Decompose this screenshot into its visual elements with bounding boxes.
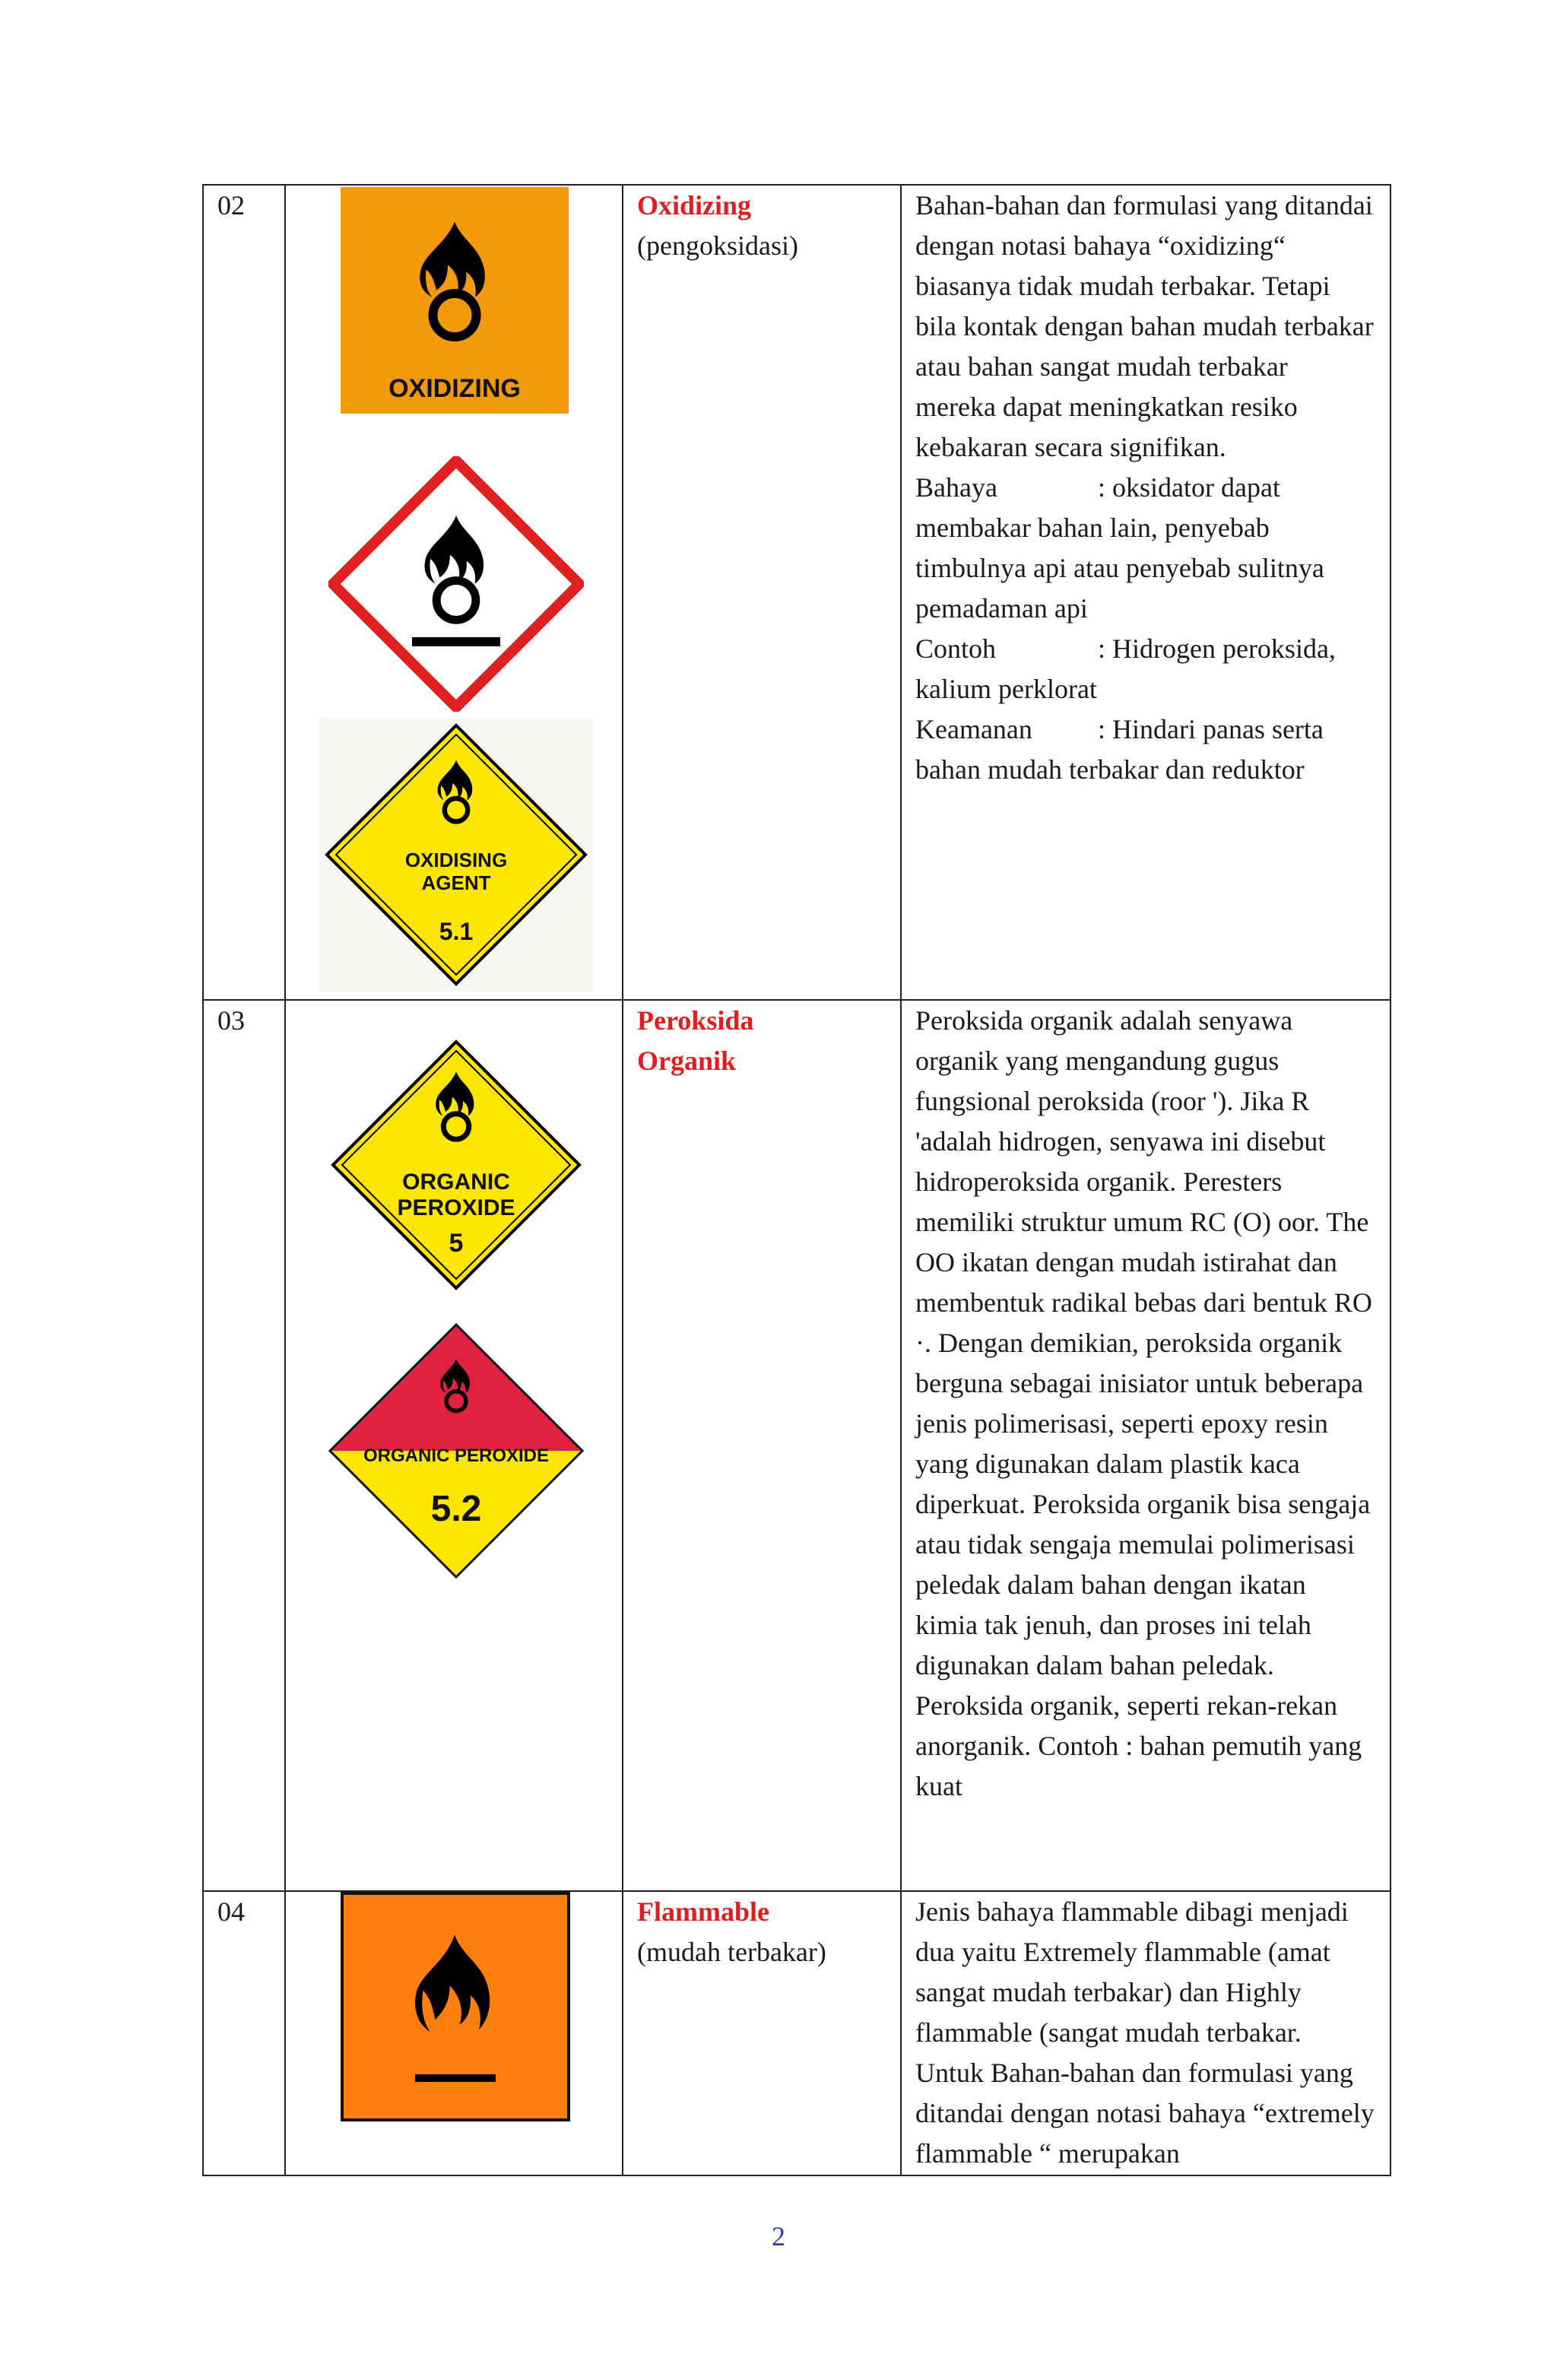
row-number: 04: [203, 1891, 285, 2175]
description-paragraph: Bahan-bahan dan formulasi yang ditandai dengan notasi bahaya “oxidizing“ biasanya tidak mudah terbakar. Tetapi bila kontak dengan bahan mudah terbakar atau bahan sangat mudah terbakar mereka dapat meningkatkan resiko kebakaran secara signifikan.: [915, 190, 1374, 462]
hazard-name-id: (pengoksidasi): [637, 230, 798, 261]
hazard-name-en: Flammable: [637, 1896, 769, 1927]
organic-peroxide-red-yellow-diamond-icon: [325, 1320, 587, 1582]
hazard-name-cell: [623, 185, 901, 1000]
class-label: 5: [449, 1229, 464, 1258]
hazard-name-en: Oxidizing: [637, 190, 752, 221]
organic-peroxide-label: ORGANIC PEROXIDE: [363, 1445, 550, 1466]
table-row: [203, 1000, 1391, 1891]
page-number: 2: [772, 2221, 785, 2251]
agent-label: AGENT: [421, 871, 491, 894]
table-row: [203, 185, 1391, 1000]
class-label: 5.1: [439, 918, 474, 945]
oxidising-agent-yellow-diamond-icon: [319, 718, 593, 992]
hazard-description-cell: [901, 1891, 1391, 2175]
peroxide-label: PEROXIDE: [397, 1195, 515, 1220]
organic-label: ORGANIC: [402, 1169, 510, 1195]
hazard-description-cell: [901, 185, 1391, 1000]
organic-peroxide-yellow-diamond-icon: [328, 1037, 584, 1293]
class-label: 5.2: [430, 1489, 482, 1529]
description-paragraph: Peroksida organik adalah senyawa organik yang mengandung gugus fungsional peroksida (roor '). Jika R 'adalah hidrogen, senyawa ini disebut hidroperoksida organik. Peresters memiliki struktur umum RC (O) oor. The OO ikatan dengan mudah istirahat dan membentuk radikal bebas dari bentuk RO ·. Dengan demikian, peroksida organik berguna sebagai inisiator untuk beberapa jenis polimerisasi, seperti epoxy resin yang digunakan dalam plastik kaca diperkuat. Peroksida organik bisa sengaja atau tidak sengaja memulai polimerisasi peledak dalam bahan dengan ikatan kimia tak jenuh, dan proses ini telah digunakan dalam bahan peledak. Peroksida organik, seperti rekan-rekan anorganik. Contoh : bahan pemutih yang kuat: [915, 1005, 1372, 1801]
description-paragraph: Jenis bahaya flammable dibagi menjadi dua yaitu Extremely flammable (amat sangat mudah terbakar) dan Highly flammable (sangat mudah terbakar. Untuk Bahan-bahan dan formulasi yang ditandai dengan notasi bahaya “extremely flammable “ merupakan: [915, 1896, 1375, 2169]
symbol-cell: [285, 1891, 623, 2175]
oxidising-label: OXIDISING: [404, 849, 508, 871]
keamanan-line: Keamanan : Hindari panas serta bahan mudah terbakar dan reduktor: [915, 714, 1324, 785]
bahaya-line: Bahaya : oksidator dapat membakar bahan lain, penyebab timbulnya api atau penyebab sulitnya pemadaman api: [915, 472, 1324, 624]
row-number: 02: [203, 185, 285, 1000]
flammable-orange-square-icon: [341, 1892, 570, 2121]
hazard-description-cell: [901, 1000, 1391, 1891]
oxidizer-ghs-diamond-icon: [328, 456, 584, 712]
oxidizing-orange-square-icon: [341, 187, 569, 414]
symbol-cell: [285, 185, 623, 1000]
hazard-name-line2: Organik: [637, 1046, 737, 1076]
contoh-line: Contoh : Hidrogen peroksida, kalium perklorat: [915, 633, 1336, 704]
row-number: 03: [203, 1000, 285, 1891]
oxidizing-symbol-label: OXIDIZING: [388, 374, 521, 403]
hazard-name-cell: [623, 1891, 901, 2175]
symbol-cell: [285, 1000, 623, 1891]
hazard-name-line1: Peroksida: [637, 1005, 754, 1036]
hazard-name-id: (mudah terbakar): [637, 1937, 826, 1967]
hazard-table: [202, 184, 1391, 2176]
hazard-name-cell: [623, 1000, 901, 1891]
table-row: [203, 1891, 1391, 2175]
